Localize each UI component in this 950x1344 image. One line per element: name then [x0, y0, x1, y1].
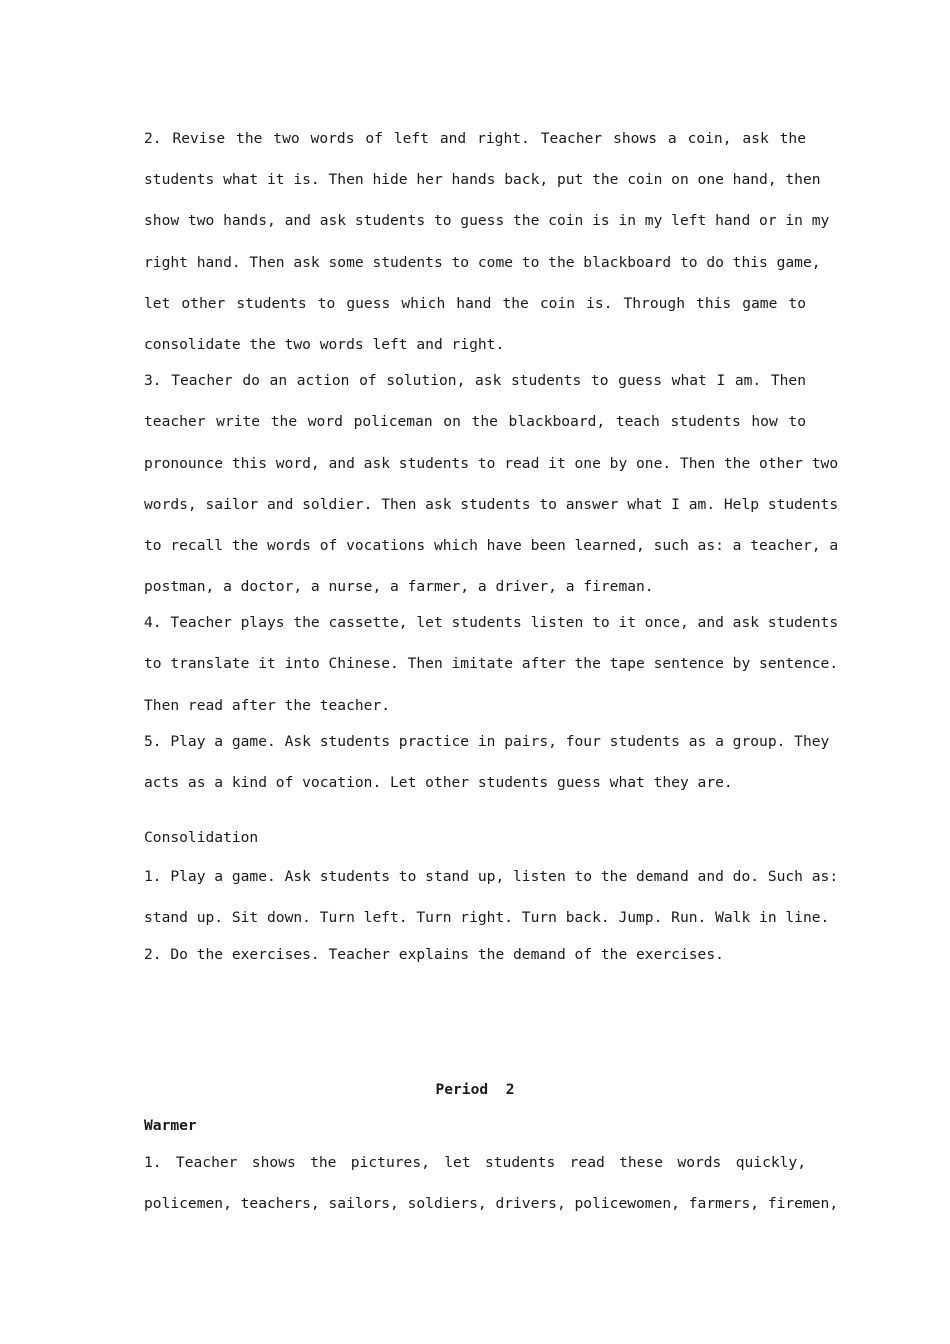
section-heading-consolidation: Consolidation [144, 829, 259, 847]
document-page [144, 118, 839, 1213]
text-line: words, sailor and soldier. Then ask students to answer what I am. Help students [144, 495, 839, 513]
list-item-4 [144, 602, 839, 726]
list-item-2 [144, 118, 830, 365]
text-line: to translate it into Chinese. Then imitate after the tape sentence by sentence. [144, 655, 839, 673]
text-line: 4. Teacher plays the cassette, let students listen to it once, and ask students [144, 614, 839, 632]
text-line: 3. Teacher do an action of solution, ask students to guess what I am. Then [144, 372, 806, 390]
section-heading-warmer: Warmer [144, 1117, 197, 1134]
list-item-5 [144, 721, 830, 803]
text-line: right hand. Then ask some students to come to the blackboard to do this game, [144, 253, 821, 271]
text-line: 1. Play a game. Ask students to stand up, listen to the demand and do. Such as: [144, 868, 839, 886]
text-line: 5. Play a game. Ask students practice in pairs, four students as a group. They [144, 732, 830, 750]
text-line: acts as a kind of vocation. Let other students guess what they are. [144, 774, 733, 791]
text-line: let other students to guess which hand the coin is. Through this game to [144, 294, 806, 312]
consolidation-item-2 [144, 934, 806, 975]
text-line: policemen, teachers, sailors, soldiers, drivers, policewomen, farmers, firemen, [144, 1195, 839, 1213]
text-line: 1. Teacher shows the pictures, let students read these words quickly, [144, 1154, 806, 1171]
period-title: Period 2 [435, 1081, 515, 1098]
text-line: 2. Revise the two words of left and right. Teacher shows a coin, ask the [144, 130, 806, 147]
list-item-3 [144, 360, 839, 607]
text-line: consolidate the two words left and right. [144, 335, 505, 353]
text-line: to recall the words of vocations which have been learned, such as: a teacher, a [144, 536, 839, 554]
text-line: teacher write the word policeman on the blackboard, teach students how to [144, 413, 806, 431]
text-line: Then read after the teacher. [144, 696, 391, 714]
consolidation-item-1 [144, 856, 839, 938]
text-line: stand up. Sit down. Turn left. Turn right. Turn back. Jump. Run. Walk in line. [144, 909, 830, 927]
warmer-item-1 [144, 1142, 839, 1224]
text-line: postman, a doctor, a nurse, a farmer, a driver, a fireman. [144, 578, 654, 596]
text-line: show two hands, and ask students to guess the coin is in my left hand or in my [144, 212, 830, 230]
text-line: pronounce this word, and ask students to read it one by one. Then the other two [144, 454, 839, 472]
text-line: 2. Do the exercises. Teacher explains the demand of the exercises. [144, 945, 724, 963]
text-line: students what it is. Then hide her hands back, put the coin on one hand, then [144, 171, 821, 189]
